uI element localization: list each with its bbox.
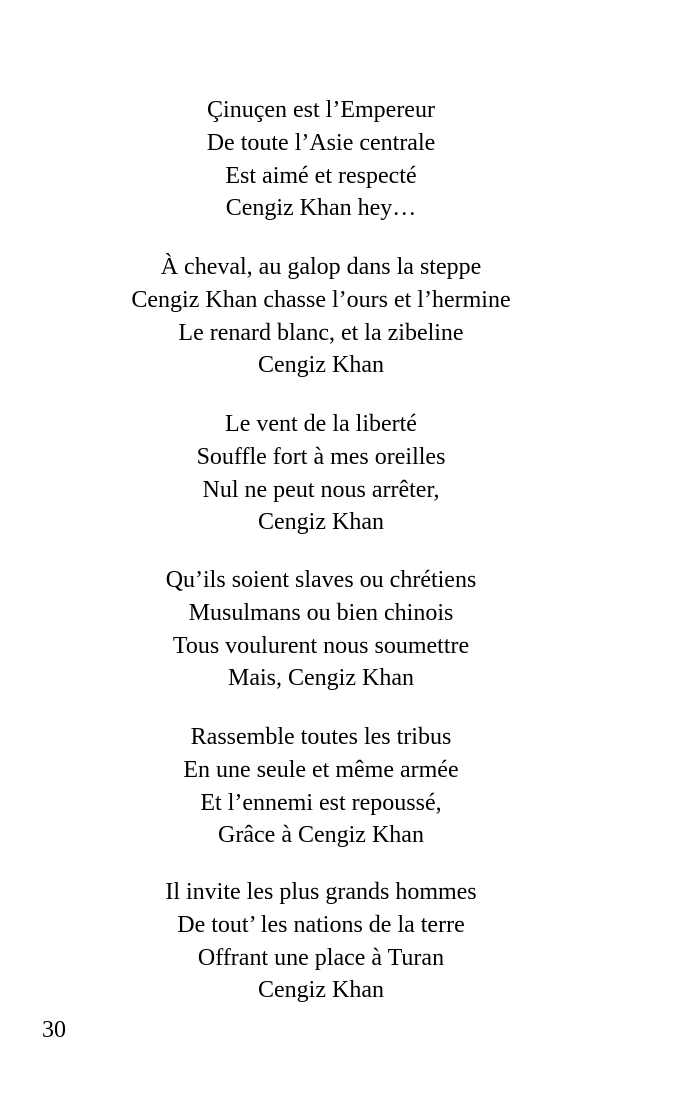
- verse-line: Nul ne peut nous arrêter,: [202, 476, 440, 503]
- verse-line: Il invite les plus grands hommes: [165, 879, 477, 905]
- verse-line: Cengiz Khan: [258, 509, 384, 536]
- stanza: [0, 876, 642, 1007]
- stanza: [0, 408, 642, 539]
- verse-line: De tout’ les nations de la terre: [177, 911, 465, 938]
- verse-line: Musulmans ou bien chinois: [188, 599, 454, 626]
- verse-line: À cheval, au galop dans la steppe: [160, 254, 482, 280]
- verse-line: Cengiz Khan: [258, 352, 384, 379]
- verse-line: Offrant une place à Turan: [197, 944, 445, 971]
- verse-line: Est aimé et respecté: [225, 162, 417, 189]
- verse-line: Le renard blanc, et la zibeline: [178, 319, 464, 346]
- verse-line: Tous voulurent nous soumettre: [172, 632, 470, 659]
- verse-line: Çinuçen est l’Empereur: [207, 97, 435, 123]
- stanza: [0, 251, 642, 382]
- page-number: 30: [42, 1017, 66, 1043]
- verse-line: Souffle fort à mes oreilles: [196, 443, 446, 470]
- stanza: [0, 564, 642, 695]
- verse-line: Cengiz Khan chasse l’ours et l’hermine: [131, 286, 511, 313]
- verse-line: Cengiz Khan hey…: [225, 195, 417, 222]
- verse-line: Mais, Cengiz Khan: [228, 665, 414, 692]
- verse-line: Le vent de la liberté: [225, 411, 417, 437]
- stanza: [0, 94, 642, 225]
- verse-line: Et l’ennemi est repoussé,: [200, 789, 442, 816]
- verse-line: De toute l’Asie centrale: [206, 129, 436, 156]
- verse-line: En une seule et même armée: [183, 756, 459, 783]
- verse-line: Cengiz Khan: [258, 977, 384, 1004]
- stanza: [0, 721, 642, 852]
- verse-line: Rassemble toutes les tribus: [190, 724, 452, 750]
- verse-line: Grâce à Cengiz Khan: [218, 822, 424, 849]
- verse-line: Qu’ils soient slaves ou chrétiens: [165, 567, 477, 593]
